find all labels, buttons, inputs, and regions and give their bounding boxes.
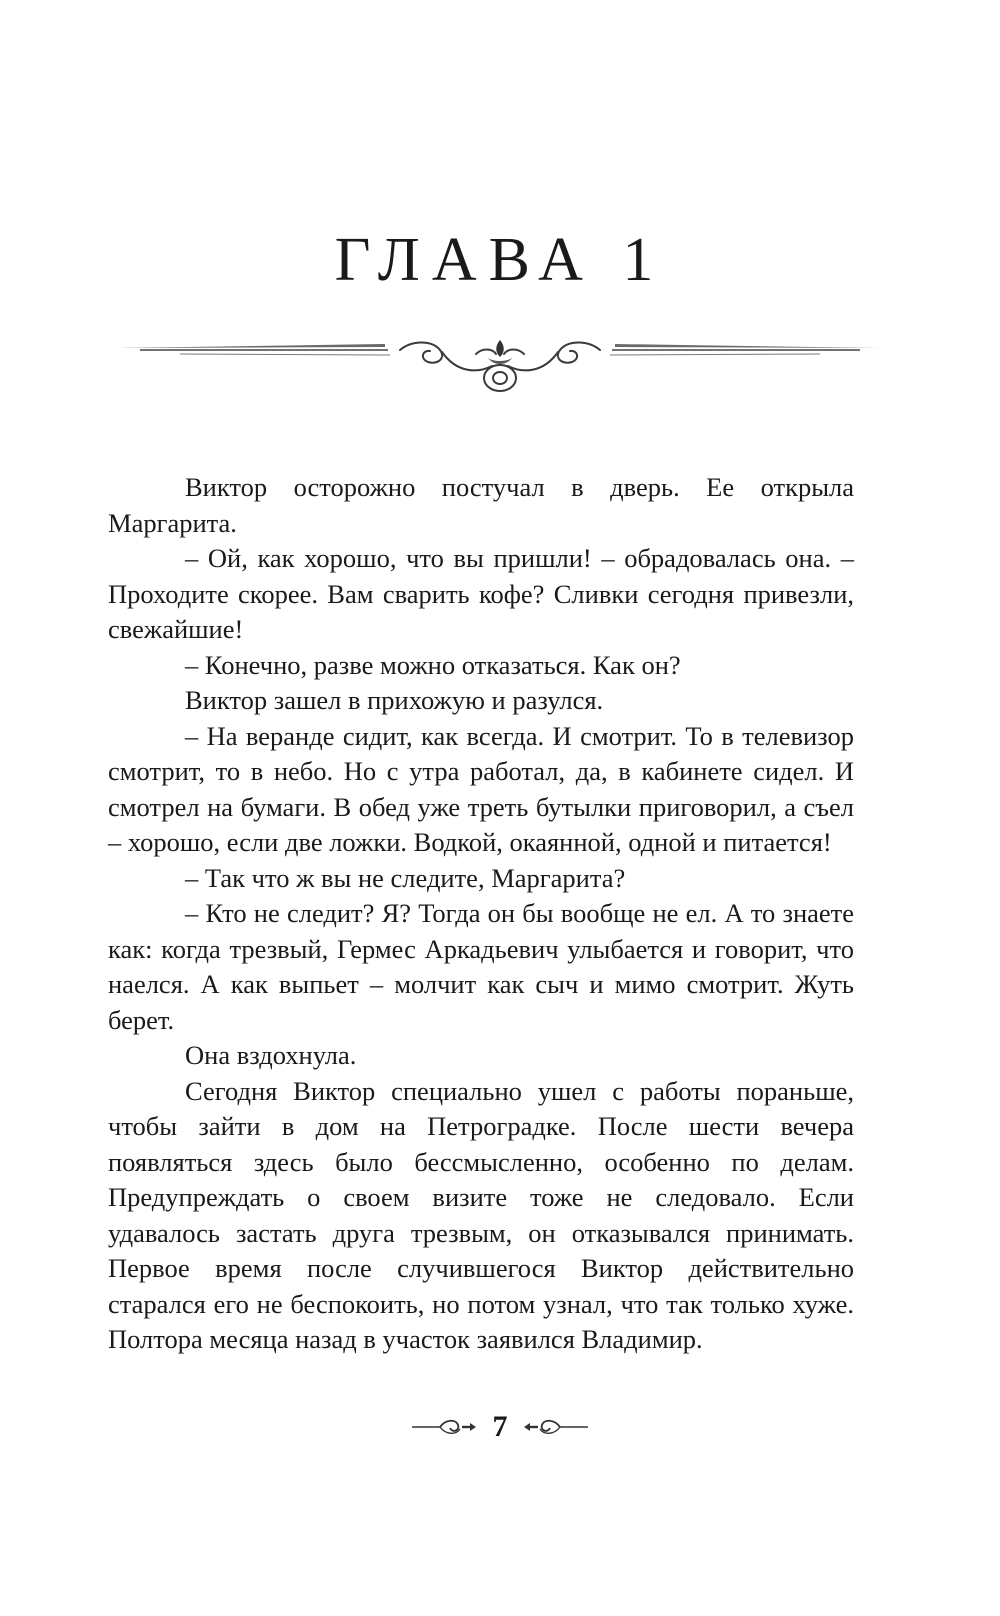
- paragraph: Виктор осторожно постучал в дверь. Ее открыла Маргарита.: [108, 472, 854, 538]
- folio-flourish-left-icon: [410, 1417, 476, 1437]
- paragraph: Виктор зашел в прихожую и разулся.: [185, 685, 604, 715]
- chapter-title: ГЛАВА 1: [334, 226, 666, 294]
- paragraph: – Ой, как хорошо, что вы пришли! – обрадовалась она. – Проходите скорее. Вам сварить кофе? Сливки сегодня привезли, свежайшие!: [108, 543, 854, 644]
- flourish-divider-icon: [120, 338, 880, 408]
- paragraph: Она вздохнула.: [185, 1040, 357, 1070]
- page-footer: [0, 1402, 1000, 1452]
- page-number: 7: [492, 1410, 508, 1443]
- folio-flourish-right-icon: [524, 1417, 590, 1437]
- paragraph: – Конечно, разве можно отказаться. Как он?: [185, 649, 681, 680]
- paragraph: – На веранде сидит, как всегда. И смотрит. То в телевизор смотрит, то в небо. Но с утра работал, да, в кабинете сидел. И смотрел на бумаги. В обед уже треть бутылки приговорил, а съел – хорошо, если две ложки. Водкой, окаянной, одной и питается!: [108, 720, 854, 857]
- paragraph: – Так что ж вы не следите, Маргарита?: [185, 862, 626, 893]
- body-text: [108, 470, 854, 1358]
- paragraph: Сегодня Виктор специально ушел с работы пораньше, чтобы зайти в дом на Петроградке. После шести вечера появляться здесь было бессмысленно, особенно по делам. Предупреждать о своем визите тоже не следовало. Если удавалось застать друга трезвым, он отказывался принимать. Первое время после случившегося Виктор действительно старался его не беспокоить, но потом узнал, что так только хуже. Полтора месяца назад в участок заявился Владимир.: [108, 1075, 854, 1354]
- paragraph: – Кто не следит? Я? Тогда он бы вообще не ел. А то знаете как: когда трезвый, Гермес Аркадьевич улыбается и говорит, что наелся. А как выпьет – молчит как сыч и мимо смотрит. Жуть берет.: [108, 898, 854, 1035]
